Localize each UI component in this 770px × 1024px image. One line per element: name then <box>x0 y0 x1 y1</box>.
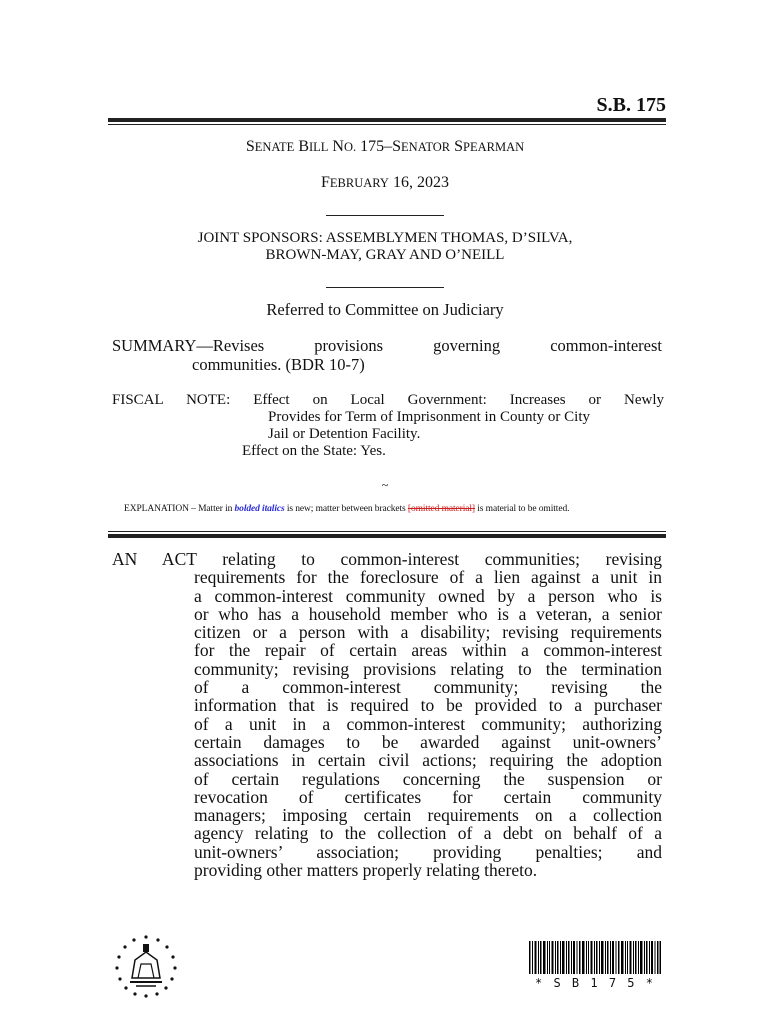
act-line: a common-interest community owned by a person who is <box>194 585 662 606</box>
act-line: citizen or a person with a disability; revising requirements <box>194 622 662 643</box>
barcode-icon <box>529 941 661 978</box>
explanation-rule-thick <box>108 534 666 538</box>
act-line: agency relating to the collection of a debt on behalf of a <box>194 823 662 844</box>
header-rule-thin <box>108 124 666 125</box>
barcode-label: * S B 1 7 5 * <box>535 976 655 990</box>
joint-sponsors-line1: JOINT SPONSORS: ASSEMBLYMEN THOMAS, D’SILVA, <box>197 230 573 246</box>
act-line-last: providing other matters properly relating thereto. <box>194 860 538 881</box>
act-line: community; revising provisions relating to the termination <box>194 658 662 679</box>
act-line: certain damages to be awarded against unit-owners’ <box>194 731 662 752</box>
act-line: revocation of certificates for certain community <box>194 786 662 807</box>
senate-bill-line: SENATE BILL NO. 175–SENATOR SPEARMAN <box>245 138 525 155</box>
act-line: requirements for the foreclosure of a lien against a unit in <box>194 567 662 588</box>
header-rule-thick <box>108 118 666 122</box>
fiscal-note-line4: Effect on the State: Yes. <box>242 443 386 459</box>
explanation-rule-thin <box>108 531 666 532</box>
divider-dash-2 <box>0 278 770 296</box>
act-body <box>112 568 662 879</box>
act-line: for the repair of certain areas within a common-interest <box>194 640 662 661</box>
act-line-first: AN ACT relating to common-interest communities; revising <box>112 549 662 569</box>
fiscal-note <box>112 392 664 460</box>
explanation-note: EXPLANATION – Matter in bolded italics is new; matter between brackets [omitted material] is material to be omitted. <box>124 504 570 514</box>
act-text <box>112 550 662 879</box>
bill-date: FEBRUARY 16, 2023 <box>321 174 449 191</box>
act-line: unit-owners’ association; providing penalties; and <box>194 841 662 862</box>
joint-sponsors-line2: BROWN-MAY, GRAY AND O’NEILL <box>265 247 505 263</box>
act-line: or who has a household member who is a veteran, a senior <box>194 603 662 624</box>
act-line: associations in certain civil actions; requiring the adoption <box>194 750 662 771</box>
bill-number: S.B. 175 <box>596 94 666 116</box>
summary <box>112 336 662 374</box>
referred-to-committee: Referred to Committee on Judiciary <box>266 300 504 319</box>
act-line: information that is required to be provided to a purchaser <box>194 695 662 716</box>
fiscal-note-line1: FISCAL NOTE: Effect on Local Government: Increases or Newly <box>112 392 664 408</box>
act-line: managers; imposing certain requirements on a collection <box>194 805 662 826</box>
fiscal-note-line2: Provides for Term of Imprisonment in County or City <box>268 409 590 425</box>
divider-dash-1 <box>0 206 770 224</box>
summary-line2: communities. (BDR 10-7) <box>192 355 365 374</box>
act-line: of certain regulations concerning the suspension or <box>194 768 662 789</box>
nevada-state-seal-icon <box>112 932 180 1000</box>
act-line: of a common-interest community; revising the <box>194 677 662 698</box>
summary-line1: SUMMARY—Revises provisions governing common-interest <box>112 336 662 355</box>
fiscal-note-line3: Jail or Detention Facility. <box>268 426 421 442</box>
act-line: of a unit in a common-interest community; authorizing <box>194 713 662 734</box>
section-tilde: ~ <box>381 478 389 492</box>
